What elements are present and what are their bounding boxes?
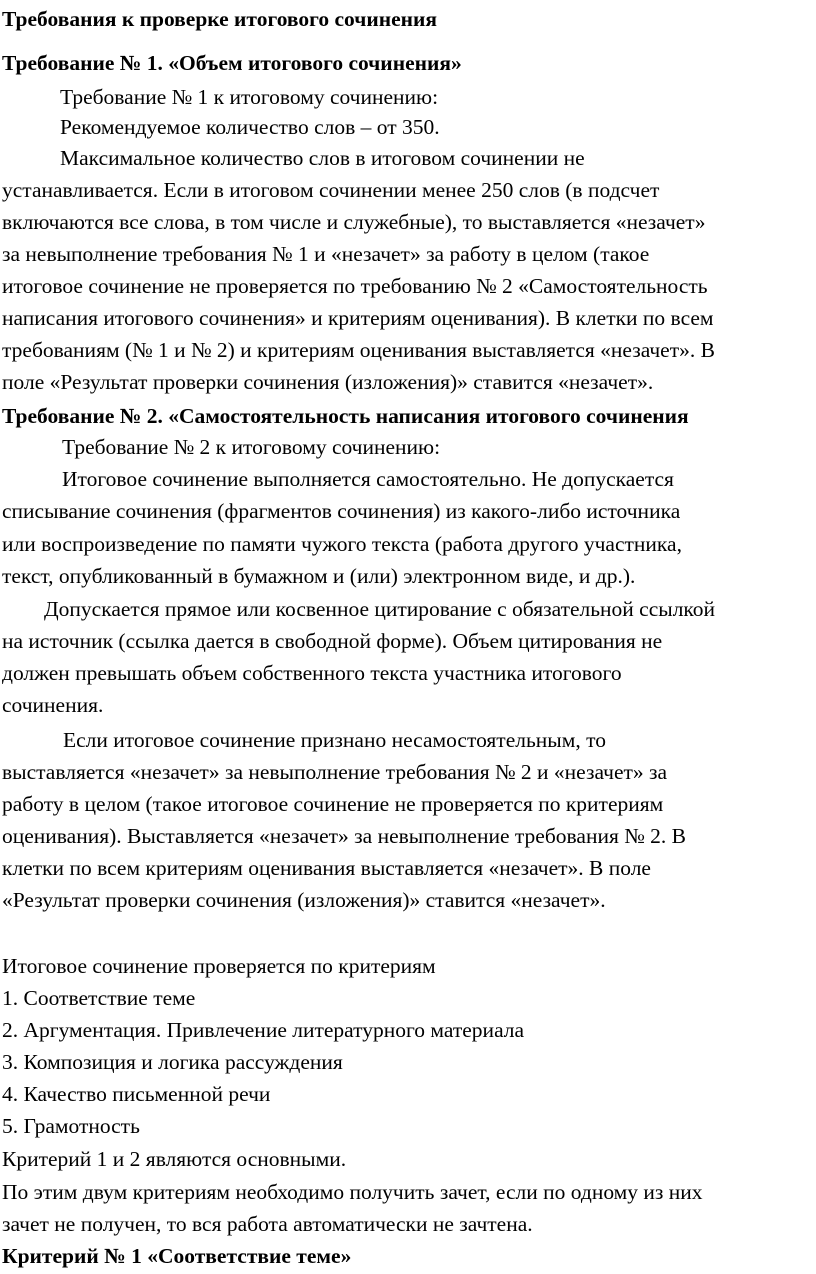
criteria-list-item: 3. Композиция и логика рассуждения: [2, 1050, 343, 1074]
criteria-list-item: 2. Аргументация. Привлечение литературного материала: [2, 1018, 525, 1042]
requirement-1-line: включаются все слова, в том числе и служебные), то выставляется «незачет»: [2, 210, 706, 234]
criteria-list-item: 5. Грамотность: [2, 1114, 140, 1138]
requirement-2-line: клетки по всем критериям оценивания выставляется «незачет». В поле: [2, 856, 651, 880]
requirement-2-line: списывание сочинения (фрагментов сочинения) из какого-либо источника: [2, 499, 681, 523]
requirement-2-line: текст, опубликованный в бумажном и (или) электронном виде, и др.).: [2, 564, 636, 588]
requirement-2-line: выставляется «незачет» за невыполнение требования № 2 и «незачет» за: [2, 760, 668, 784]
criteria-list-item: 1. Соответствие теме: [2, 986, 196, 1010]
requirement-2-line: «Результат проверки сочинения (изложения)» ставится «незачет».: [2, 888, 606, 912]
requirement-1-line: Максимальное количество слов в итоговом сочинении не: [60, 146, 585, 170]
requirement-2-line: Итоговое сочинение выполняется самостоятельно. Не допускается: [62, 467, 674, 491]
document-title: Требования к проверке итогового сочинения: [2, 7, 438, 31]
requirement-2-line: Требование № 2 к итоговому сочинению:: [62, 435, 441, 459]
requirement-2-line: сочинения.: [2, 693, 104, 717]
requirement-2-heading: Требование № 2. «Самостоятельность написания итогового сочинения: [2, 404, 689, 428]
criteria-note: зачет не получен, то вся работа автоматически не зачтена.: [2, 1212, 533, 1236]
requirement-1-line: итоговое сочинение не проверяется по требованию № 2 «Самостоятельность: [2, 274, 708, 298]
requirement-1-line: написания итогового сочинения» и критериям оценивания). В клетки по всем: [2, 306, 714, 330]
requirement-2-line: или воспроизведение по памяти чужого текста (работа другого участника,: [2, 532, 682, 556]
requirement-1-line: требованиям (№ 1 и № 2) и критериям оценивания выставляется «незачет». В: [2, 338, 715, 362]
requirement-1-line: поле «Результат проверки сочинения (изложения)» ставится «незачет».: [2, 370, 654, 394]
criterion-1-heading: Критерий № 1 «Соответствие теме»: [2, 1244, 352, 1268]
requirement-2-line: Допускается прямое или косвенное цитирование с обязательной ссылкой: [44, 597, 716, 621]
criteria-note: Критерий 1 и 2 являются основными.: [2, 1147, 347, 1171]
criteria-note: По этим двум критериям необходимо получить зачет, если по одному из них: [2, 1180, 703, 1204]
requirement-1-line: устанавливается. Если в итоговом сочинении менее 250 слов (в подсчет: [2, 178, 660, 202]
requirement-1-line: за невыполнение требования № 1 и «незачет» за работу в целом (такое: [2, 242, 650, 266]
requirement-1-heading: Требование № 1. «Объем итогового сочинения»: [2, 51, 462, 75]
criteria-list-item: 4. Качество письменной речи: [2, 1082, 271, 1106]
requirement-2-line: должен превышать объем собственного текста участника итогового: [2, 661, 622, 685]
requirement-2-line: Если итоговое сочинение признано несамостоятельным, то: [63, 728, 606, 752]
requirement-2-line: на источник (ссылка дается в свободной форме). Объем цитирования не: [2, 629, 663, 653]
requirement-1-line: Требование № 1 к итоговому сочинению:: [60, 85, 439, 109]
requirement-2-line: работу в целом (такое итоговое сочинение не проверяется по критериям: [2, 792, 664, 816]
requirement-1-line: Рекомендуемое количество слов – от 350.: [60, 115, 440, 139]
criteria-intro: Итоговое сочинение проверяется по критериям: [2, 954, 436, 978]
requirement-2-line: оценивания). Выставляется «незачет» за невыполнение требования № 2. В: [2, 824, 686, 848]
